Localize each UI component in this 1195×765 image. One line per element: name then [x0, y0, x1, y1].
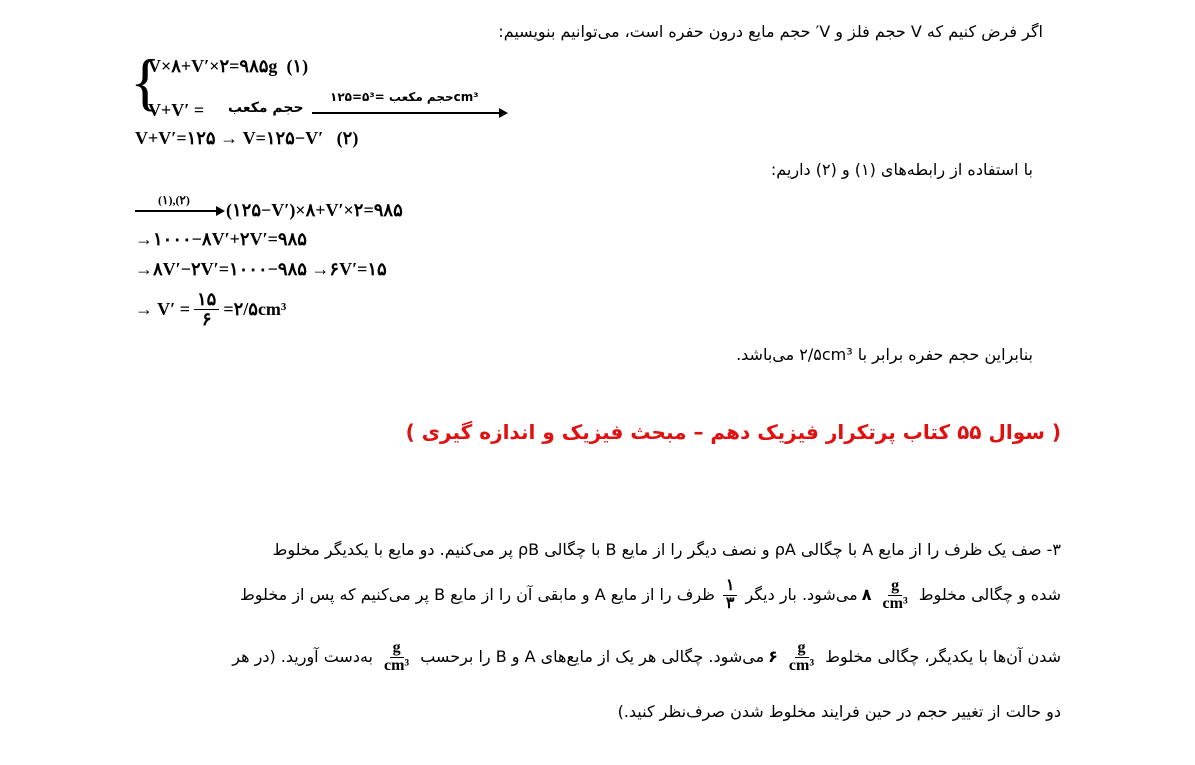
one-third-fraction: $\frac{۱}{۳}$	[723, 578, 738, 613]
derivation-line-3: →۸V′−۲V′=۱۰۰۰−۹۸۵ →۶V′=۱۵	[135, 259, 387, 279]
equation-2: V+V′ =	[148, 100, 205, 120]
arrow-label-cube: حجم مکعب =۵³=۱۲۵cm³	[330, 90, 479, 104]
equation-3: V+V′=۱۲۵ → V=۱۲۵−V′ (۲)	[135, 128, 359, 148]
density-8-fraction: $\frac{g}{\text{cm³}}$	[882, 577, 908, 612]
equation-1: V×۸+V′×۲=۹۸۵g (۱)	[148, 56, 309, 76]
problem-line-4: دو حالت از تغییر حجم در حین فرایند مخلوط شدن صرف‌نظر کنید.)	[617, 702, 1061, 721]
equation-2-word: حجم مکعب	[228, 100, 304, 116]
fraction-15-6: $\frac{۱۵}{۶}$	[194, 290, 219, 329]
derivation-arrow-label: (۱),(۲)	[158, 193, 190, 207]
derivation-line-1: (۱۲۵−V′)×۸+V′×۲=۹۸۵	[226, 200, 403, 220]
derivation-line-4: → V′ = $\frac{۱۵}{۶}$ =۲/۵cm³	[135, 289, 287, 329]
problem-line-3: شدن آن‌ها با یکدیگر، چگالی مخلوط $\frac{g}{\text{cm³}}$ ۶ می‌شود. چگالی هر یک از مایع‌های A و B را برحسب $\frac{g}{\text{cm³}}$ به‌دست آورید. (در هر	[232, 639, 1061, 674]
arrow-cube	[312, 112, 506, 114]
intro-line: اگر فرض کنیم که V حجم فلز و V′ حجم مایع درون حفره است، می‌توانیم بنویسیم:	[498, 22, 1043, 41]
section-heading: ( سوال ۵۵ کتاب پرتکرار فیزیک دهم – مبحث فیزیک و اندازه گیری )	[405, 420, 1061, 444]
unit-fraction: $\frac{g}{\text{cm³}}$	[383, 639, 410, 674]
derivation-arrow	[135, 210, 223, 212]
brace: {	[130, 46, 161, 117]
derivation-line-2: →۱۰۰۰−۸V′+۲V′=۹۸۵	[135, 229, 307, 249]
problem-line-1: ۳- صف یک ظرف را از مایع A با چگالی ρA و نصف دیگر را از مایع B با چگالی ρB پر می‌کنیم. دو مایع با یکدیگر مخلوط	[272, 540, 1061, 559]
density-6-fraction: $\frac{g}{\text{cm³}}$	[788, 639, 815, 674]
using-line: با استفاده از رابطه‌های (۱) و (۲) داریم:	[770, 160, 1033, 179]
conclusion-line: بنابراین حجم حفره برابر با ۲/۵cm³ می‌باشد.	[736, 345, 1033, 364]
problem-line-2: شده و چگالی مخلوط $\frac{g}{\text{cm³}}$ ۸ می‌شود. بار دیگر $\frac{۱}{۳}$ ظرف را از مایع A و مابقی آن را از مایع B پر می‌کنیم که پس از مخلوط	[239, 577, 1061, 612]
